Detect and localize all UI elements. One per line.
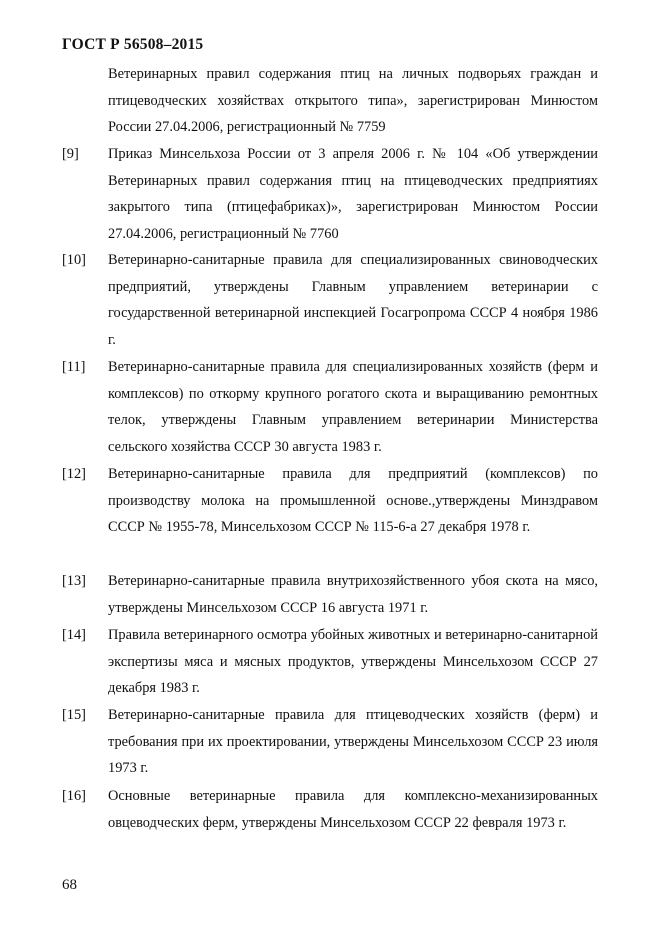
reference-number: [14] xyxy=(62,627,86,643)
reference-text: Ветеринарно-санитарные правила внутрихозяйственного убоя скота на мясо, утверждены Минсельхозом СССР 16 августа 1971 г. xyxy=(108,573,598,616)
reference-item xyxy=(62,141,598,247)
reference-number: [9] xyxy=(62,146,79,162)
page-number: 68 xyxy=(62,877,77,893)
reference-number: [12] xyxy=(62,466,86,482)
reference-number: [10] xyxy=(62,252,86,268)
reference-number: [16] xyxy=(62,788,86,804)
reference-number: [13] xyxy=(62,573,86,589)
reference-text: Ветеринарно-санитарные правила для птицеводческих хозяйств (ферм) и требования при их проектировании, утверждены Минсельхозом СССР 23 июля 1973 г. xyxy=(108,707,598,777)
reference-text: Ветеринарно-санитарные правила для предприятий (комплексов) по производству молока на промышленной основе.,утверждены Минздравом СССР № 1955-78, Минсельхозом СССР № 115-6-а 27 декабря 1978 г. xyxy=(108,466,598,536)
reference-item xyxy=(62,783,598,836)
continuation-paragraph: Ветеринарных правил содержания птиц на личных подворьях граждан и птицеводческих хозяйствах открытого типа», зарегистрирован Минюстом России 27.04.2006, регистрационный № 7759 xyxy=(108,66,598,136)
reference-item xyxy=(62,247,598,353)
reference-item xyxy=(62,622,598,702)
reference-number: [15] xyxy=(62,707,86,723)
reference-text: Ветеринарно-санитарные правила для специализированных хозяйств (ферм и комплексов) по откорму крупного рогатого скота и выращиванию ремонтных телок, утверждены Главным управлением ветеринарии Министерства сельского хозяйства СССР 30 августа 1983 г. xyxy=(108,359,598,455)
reference-text: Приказ Минсельхоза России от 3 апреля 2006 г. № 104 «Об утверждении Ветеринарных правил содержания птиц на птицеводческих предприятиях закрытого типа (птицефабриках)», зарегистрирован Минюстом России 27.04.2006, регистрационный № 7760 xyxy=(108,146,598,242)
reference-text: Основные ветеринарные правила для комплексно-механизированных овцеводческих ферм, утверждены Минсельхозом СССР 22 февраля 1973 г. xyxy=(108,788,598,831)
reference-text: Ветеринарно-санитарные правила для специализированных свиноводческих предприятий, утверждены Главным управлением ветеринарии с государственной ветеринарной инспекцией Госагропрома СССР 4 ноября 1986 г. xyxy=(108,252,598,348)
standard-code-header: ГОСТ Р 56508–2015 xyxy=(62,36,204,53)
reference-item xyxy=(62,461,598,541)
reference-item xyxy=(62,354,598,460)
reference-item xyxy=(62,702,598,782)
reference-text: Правила ветеринарного осмотра убойных животных и ветеринарно-санитарной экспертизы мяса и мясных продуктов, утверждены Минсельхозом СССР 27 декабря 1983 г. xyxy=(108,627,598,697)
reference-item xyxy=(62,568,598,621)
reference-number: [11] xyxy=(62,359,86,375)
